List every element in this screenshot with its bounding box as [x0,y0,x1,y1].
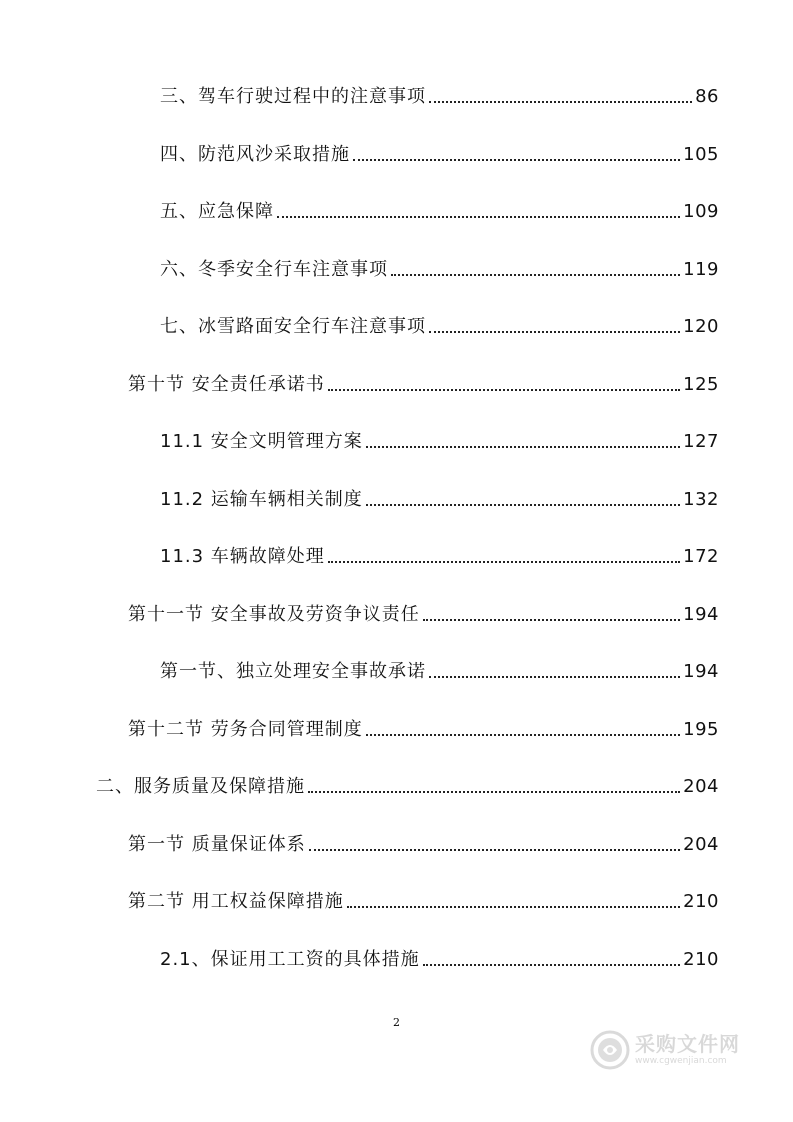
toc-entry[interactable] [160,308,719,338]
toc-entry-title: 第十节 安全责任承诺书 [128,374,325,395]
toc-dot-leader [366,446,680,448]
toc-dot-leader [347,906,680,908]
toc-entry[interactable] [128,826,719,856]
toc-dot-leader [277,216,680,218]
watermark-name: 采购文件网 [635,1032,740,1056]
toc-dot-leader [366,734,680,736]
toc-entry-title: 第一节 质量保证体系 [128,834,306,855]
toc-entry-title: 七、冰雪路面安全行车注意事项 [160,316,426,337]
toc-entry-page: 204 [683,776,719,797]
toc-entry[interactable] [160,136,719,166]
toc-dot-leader [429,101,692,103]
toc-entry-page: 172 [683,546,719,567]
toc-entry-page: 120 [683,316,719,337]
toc-dot-leader [429,676,680,678]
toc-entry[interactable] [160,941,719,971]
toc-entry-title: 四、防范风沙采取措施 [160,144,350,165]
toc-entry-title: 11.2 运输车辆相关制度 [160,489,363,510]
toc-entry-page: 204 [683,834,719,855]
toc-entry-title: 11.3 车辆故障处理 [160,546,325,567]
toc-entry-page: 194 [683,661,719,682]
toc-entry[interactable] [128,596,719,626]
toc-entry[interactable] [160,423,719,453]
toc-entry[interactable] [96,768,719,798]
toc-dot-leader [309,849,680,851]
toc-dot-leader [328,561,680,563]
toc-dot-leader [366,504,680,506]
toc-dot-leader [423,619,680,621]
toc-entry-page: 86 [695,86,719,107]
toc-entry-page: 109 [683,201,719,222]
toc-entry-title: 第一节、独立处理安全事故承诺 [160,661,426,682]
toc-entry-page: 125 [683,374,719,395]
toc-entry[interactable] [128,883,719,913]
toc-dot-leader [423,964,681,966]
toc-dot-leader [429,331,680,333]
toc-entry-page: 105 [683,144,719,165]
toc-entry-title: 五、应急保障 [160,201,274,222]
watermark-url: www.cgwenjian.com [635,1056,727,1066]
toc-entry-title: 11.1 安全文明管理方案 [160,431,363,452]
toc-entry-title: 第十二节 劳务合同管理制度 [128,719,363,740]
toc-dot-leader [328,389,680,391]
toc-entry[interactable] [160,538,719,568]
page-number: 2 [393,1016,400,1029]
toc-entry[interactable] [128,711,719,741]
toc-entry-page: 194 [683,604,719,625]
toc-entry-title: 三、驾车行驶过程中的注意事项 [160,86,426,107]
toc-entry-page: 210 [683,949,719,970]
toc-dot-leader [308,791,680,793]
toc-entry-title: 二、服务质量及保障措施 [96,776,305,797]
cgwenjian-logo-icon [590,1030,630,1070]
toc-entry-title: 第十一节 安全事故及劳资争议责任 [128,604,420,625]
toc-dot-leader [353,159,680,161]
toc-entry-title: 2.1、保证用工工资的具体措施 [160,949,420,970]
toc-entry[interactable] [128,366,719,396]
toc-entry-page: 195 [683,719,719,740]
toc-entry-page: 132 [683,489,719,510]
toc-entry-page: 210 [683,891,719,912]
toc-entry[interactable] [160,78,719,108]
toc-entry-page: 119 [683,259,719,280]
toc-entry[interactable] [160,193,719,223]
watermark [590,1028,760,1072]
toc-entry-title: 第二节 用工权益保障措施 [128,891,344,912]
toc-entry-title: 六、冬季安全行车注意事项 [160,259,388,280]
toc-entry[interactable] [160,481,719,511]
toc-dot-leader [391,274,680,276]
toc-entry[interactable] [160,653,719,683]
toc-entry[interactable] [160,251,719,281]
toc-entry-page: 127 [683,431,719,452]
